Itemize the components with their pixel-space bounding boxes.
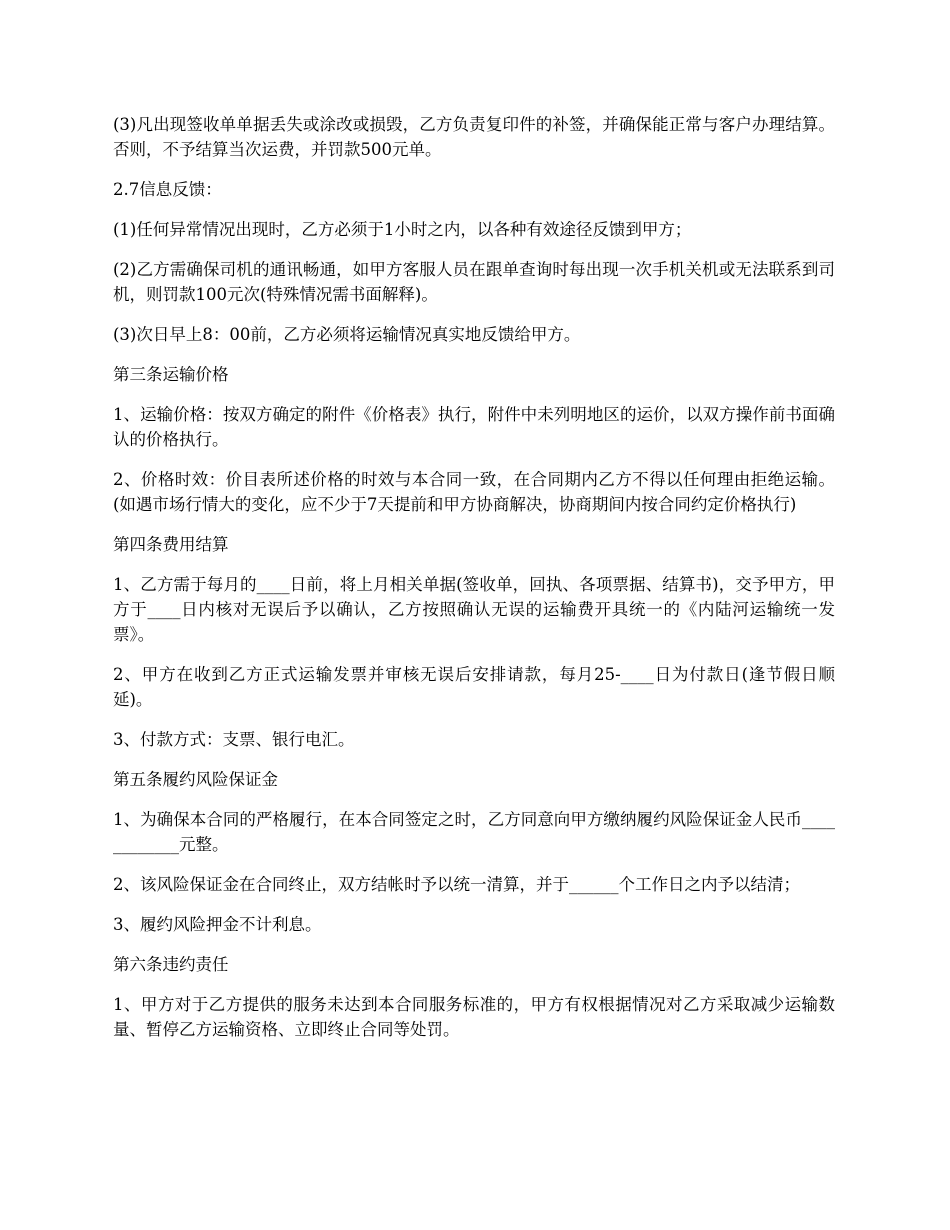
article-heading-liability: 第六条违约责任 bbox=[113, 955, 229, 974]
paragraph-payment-day: 2、甲方在收到乙方正式运输发票并审核无误后安排请款，每月25-____日为付款日(逢节假日顺延)。 bbox=[113, 665, 835, 709]
paragraph-deposit-interest: 3、履约风险押金不计利息。 bbox=[113, 915, 322, 934]
paragraph-next-day-report: (3)次日早上8：00前，乙方必须将运输情况真实地反馈给甲方。 bbox=[113, 325, 581, 344]
paragraph-deposit-amount: 1、为确保本合同的严格履行，在本合同签定之时，乙方同意向甲方缴纳履约风险保证金人民币____________元整。 bbox=[113, 810, 835, 854]
paragraph-abnormal-report: (1)任何异常情况出现时，乙方必须于1小时之内，以各种有效途径反馈到甲方； bbox=[113, 220, 692, 239]
article-heading-transport-price: 第三条运输价格 bbox=[113, 365, 229, 384]
paragraph-payment-method: 3、付款方式：支票、银行电汇。 bbox=[113, 730, 355, 749]
paragraph-price-table: 1、运输价格：按双方确定的附件《价格表》执行，附件中未列明地区的运价，以双方操作前书面确认的价格执行。 bbox=[113, 405, 835, 449]
article-heading-deposit: 第五条履约风险保证金 bbox=[113, 770, 278, 789]
paragraph-price-validity: 2、价格时效：价目表所述价格的时效与本合同一致，在合同期内乙方不得以任何理由拒绝运输。(如遇市场行情大的变化，应不少于7天提前和甲方协商解决，协商期间内按合同约定价格执行) bbox=[113, 470, 835, 514]
paragraph-driver-contact: (2)乙方需确保司机的通讯畅通，如甲方客服人员在跟单查询时每出现一次手机关机或无法联系到司机，则罚款100元次(特殊情况需书面解释)。 bbox=[113, 260, 835, 304]
document-body bbox=[113, 112, 835, 1057]
paragraph-signature-loss: (3)凡出现签收单单据丢失或涂改或损毁，乙方负责复印件的补签，并确保能正常与客户办理结算。否则，不予结算当次运费，并罚款500元单。 bbox=[113, 115, 835, 159]
paragraph-service-penalty: 1、甲方对于乙方提供的服务未达到本合同服务标准的，甲方有权根据情况对乙方采取减少运输数量、暂停乙方运输资格、立即终止合同等处罚。 bbox=[113, 995, 835, 1039]
paragraph-monthly-documents: 1、乙方需于每月的____日前，将上月相关单据(签收单，回执、各项票据、结算书)，交予甲方，甲方于____日内核对无误后予以确认，乙方按照确认无误的运输费开具统一的《内陆河运输统一发票》。 bbox=[113, 575, 835, 644]
section-heading-info-feedback: 2.7信息反馈： bbox=[113, 180, 222, 199]
paragraph-deposit-settlement: 2、该风险保证金在合同终止，双方结帐时予以统一清算，并于______个工作日之内予以结清； bbox=[113, 875, 800, 894]
article-heading-settlement: 第四条费用结算 bbox=[113, 535, 229, 554]
